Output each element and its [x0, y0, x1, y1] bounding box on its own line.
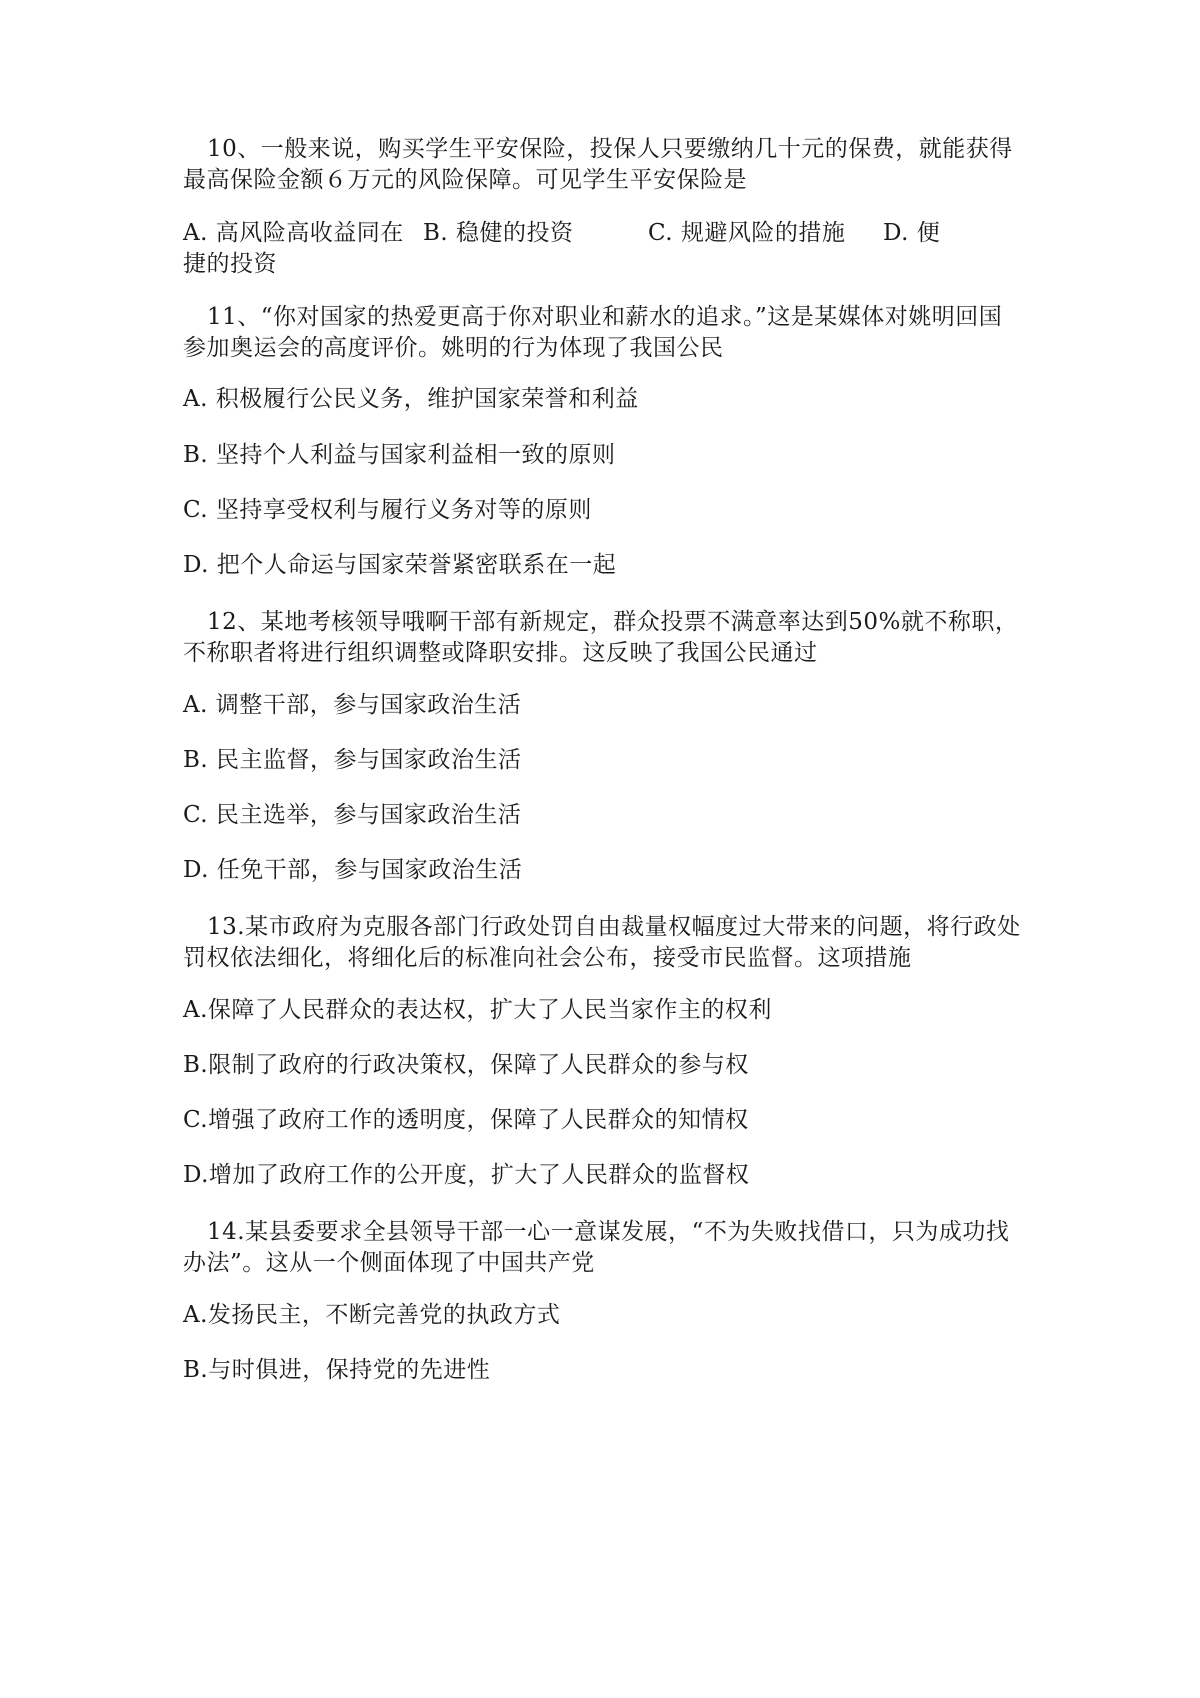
question-11-option-c: C. 坚持享受权利与履行义务对等的原则 — [183, 497, 592, 523]
question-10-option-c: C. 规避风险的措施 — [648, 220, 846, 246]
question-10-option-d: D. 便 — [883, 220, 941, 246]
question-13-stem: 13.某市政府为克服各部门行政处罚自由裁量权幅度过大带来的问题，将行政处罚权依法细化，将细化后的标准向社会公布，接受市民监督。这项措施 — [183, 914, 1021, 971]
question-10-options — [183, 218, 1023, 280]
question-10-option-b: B. 稳健的投资 — [423, 220, 574, 246]
question-11-option-a: A. 积极履行公民义务，维护国家荣誉和利益 — [183, 386, 639, 412]
question-12-option-b: B. 民主监督，参与国家政治生活 — [183, 747, 522, 773]
question-12-stem: 12、某地考核领导哦啊干部有新规定，群众投票不满意率达到50%就不称职，不称职者将进行组织调整或降职安排。这反映了我国公民通过 — [183, 609, 1019, 666]
question-12-option-a: A. 调整干部，参与国家政治生活 — [183, 692, 522, 718]
question-13-option-c: C.增强了政府工作的透明度，保障了人民群众的知情权 — [183, 1107, 749, 1133]
question-14-option-a: A.发扬民主，不断完善党的执政方式 — [183, 1302, 561, 1328]
question-14-stem: 14.某县委要求全县领导干部一心一意谋发展，“不为失败找借口，只为成功找办法”。这从一个侧面体现了中国共产党 — [183, 1219, 1010, 1276]
question-13-option-b: B.限制了政府的行政决策权，保障了人民群众的参与权 — [183, 1052, 749, 1078]
question-11-stem: 11、“你对国家的热爱更高于你对职业和薪水的追求。”这是某媒体对姚明回国参加奥运会的高度评价。姚明的行为体现了我国公民 — [183, 304, 1003, 361]
question-12-option-d: D. 任免干部，参与国家政治生活 — [183, 857, 523, 883]
question-11-option-d: D. 把个人命运与国家荣誉紧密联系在一起 — [183, 552, 617, 578]
question-11-option-b: B. 坚持个人利益与国家利益相一致的原则 — [183, 442, 616, 468]
question-13-option-d: D.增加了政府工作的公开度，扩大了人民群众的监督权 — [183, 1162, 750, 1188]
question-14-option-b: B.与时俱进，保持党的先进性 — [183, 1357, 491, 1383]
question-10-option-a: A. 高风险高收益同在 — [183, 220, 404, 246]
question-13-option-a: A.保障了人民群众的表达权，扩大了人民当家作主的权利 — [183, 997, 772, 1023]
question-10-stem: 10、一般来说，购买学生平安保险，投保人只要缴纳几十元的保费，就能获得最高保险金额６万元的风险保障。可见学生平安保险是 — [183, 136, 1013, 193]
question-12-option-c: C. 民主选举，参与国家政治生活 — [183, 802, 522, 828]
question-10-option-d-cont: 捷的投资 — [183, 251, 277, 277]
